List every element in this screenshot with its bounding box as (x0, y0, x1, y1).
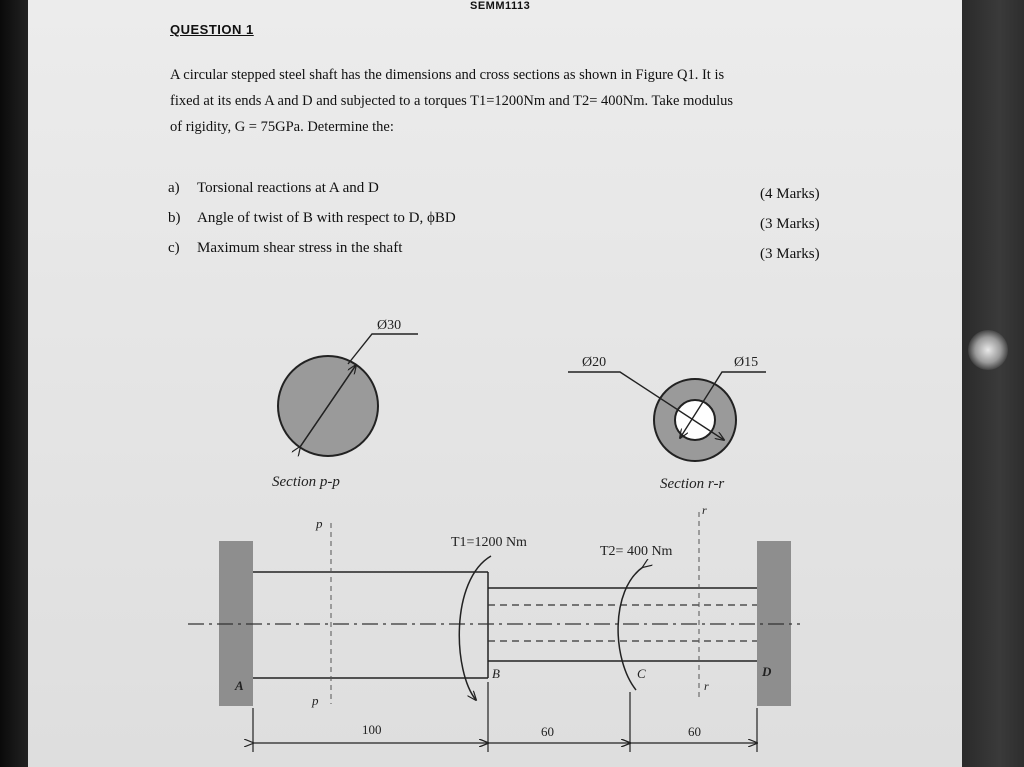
part-a-label: a) (168, 180, 180, 196)
section-pp-caption: Section p-p (272, 474, 340, 490)
torque-t2-label: T2= 400 Nm (600, 544, 673, 559)
part-b-marks: (3 Marks) (760, 216, 820, 232)
section-pp-diameter-label: Ø30 (377, 318, 402, 333)
cut-rr-bottom-label: r (704, 679, 709, 693)
section-rr-caption: Section r-r (660, 476, 725, 492)
part-a-marks: (4 Marks) (760, 186, 820, 202)
section-rr-outer-label: Ø20 (582, 355, 607, 370)
course-code: SEMM1113 (470, 0, 531, 12)
point-d-label: D (762, 664, 772, 679)
cut-pp-top-label: p (316, 516, 323, 531)
cut-rr-top-label: r (702, 503, 707, 517)
section-rr-inner-circle (675, 400, 715, 440)
point-b-label: B (492, 666, 500, 681)
question-line-1: A circular stepped steel shaft has the dimensions and cross sections as shown in Figure Q1. It is (170, 67, 725, 83)
cut-pp-bottom-label: p (312, 693, 319, 708)
point-c-label: C (637, 666, 646, 681)
dim-label-100: 100 (362, 722, 382, 737)
point-a-label: A (235, 678, 244, 693)
question-line-2: fixed at its ends A and D and subjected to a torques T1=1200Nm and T2= 400Nm. Take modulus (170, 93, 734, 109)
dim-label-60-b: 60 (688, 724, 701, 739)
part-a-text: Torsional reactions at A and D (197, 180, 379, 196)
dim-label-60-a: 60 (541, 724, 554, 739)
part-c-label: c) (168, 240, 180, 256)
part-b-label: b) (168, 210, 181, 226)
torque-t1-label: T1=1200 Nm (451, 535, 527, 550)
section-rr-inner-label: Ø15 (734, 355, 759, 370)
question-title: QUESTION 1 (170, 22, 254, 37)
question-line-3: of rigidity, G = 75GPa. Determine the: (170, 119, 394, 135)
part-c-marks: (3 Marks) (760, 246, 820, 262)
part-c-text: Maximum shear stress in the shaft (197, 240, 403, 256)
part-b-text: Angle of twist of B with respect to D, ϕBD (197, 210, 456, 226)
section-pp-leader (348, 334, 418, 364)
